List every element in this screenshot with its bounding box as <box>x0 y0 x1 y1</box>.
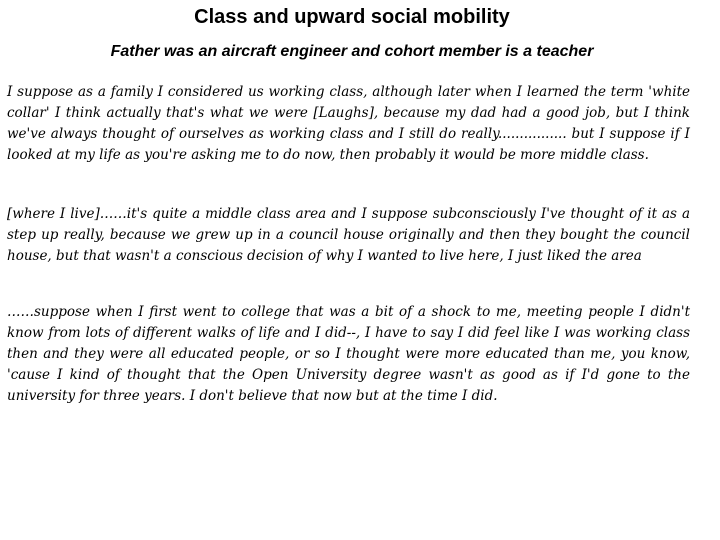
quote-paragraph: I suppose as a family I considered us working class, although later when I learned the term 'white collar' I think actually that's what we were [Laughs], because my dad had a good job, but I think we've always thought of ourselves as working class and I still do really................ but I suppose if I looked at my life as you're asking me to do now, then probably it would be more middle class. <box>7 84 690 163</box>
quote-paragraph: [where I live]……it's quite a middle class area and I suppose subconsciously I've thought of it as a step up really, because we grew up in a council house originally and then they bought the council house, but that wasn't a conscious decision of why I wanted to live here, I just liked the area <box>7 206 690 264</box>
page-title: Class and upward social mobility <box>194 6 510 28</box>
page-subtitle: Father was an aircraft engineer and cohort member is a teacher <box>110 43 594 60</box>
quote-paragraph: ……suppose when I first went to college that was a bit of a shock to me, meeting people I didn't know from lots of different walks of life and I did--, I have to say I did feel like I was working class then and they were all educated people, or so I thought were more educated than me, you know, 'cause I kind of thought that the Open University degree wasn't as good as if I'd gone to the university for three years. I don't believe that now but at the time I did. <box>7 304 690 404</box>
